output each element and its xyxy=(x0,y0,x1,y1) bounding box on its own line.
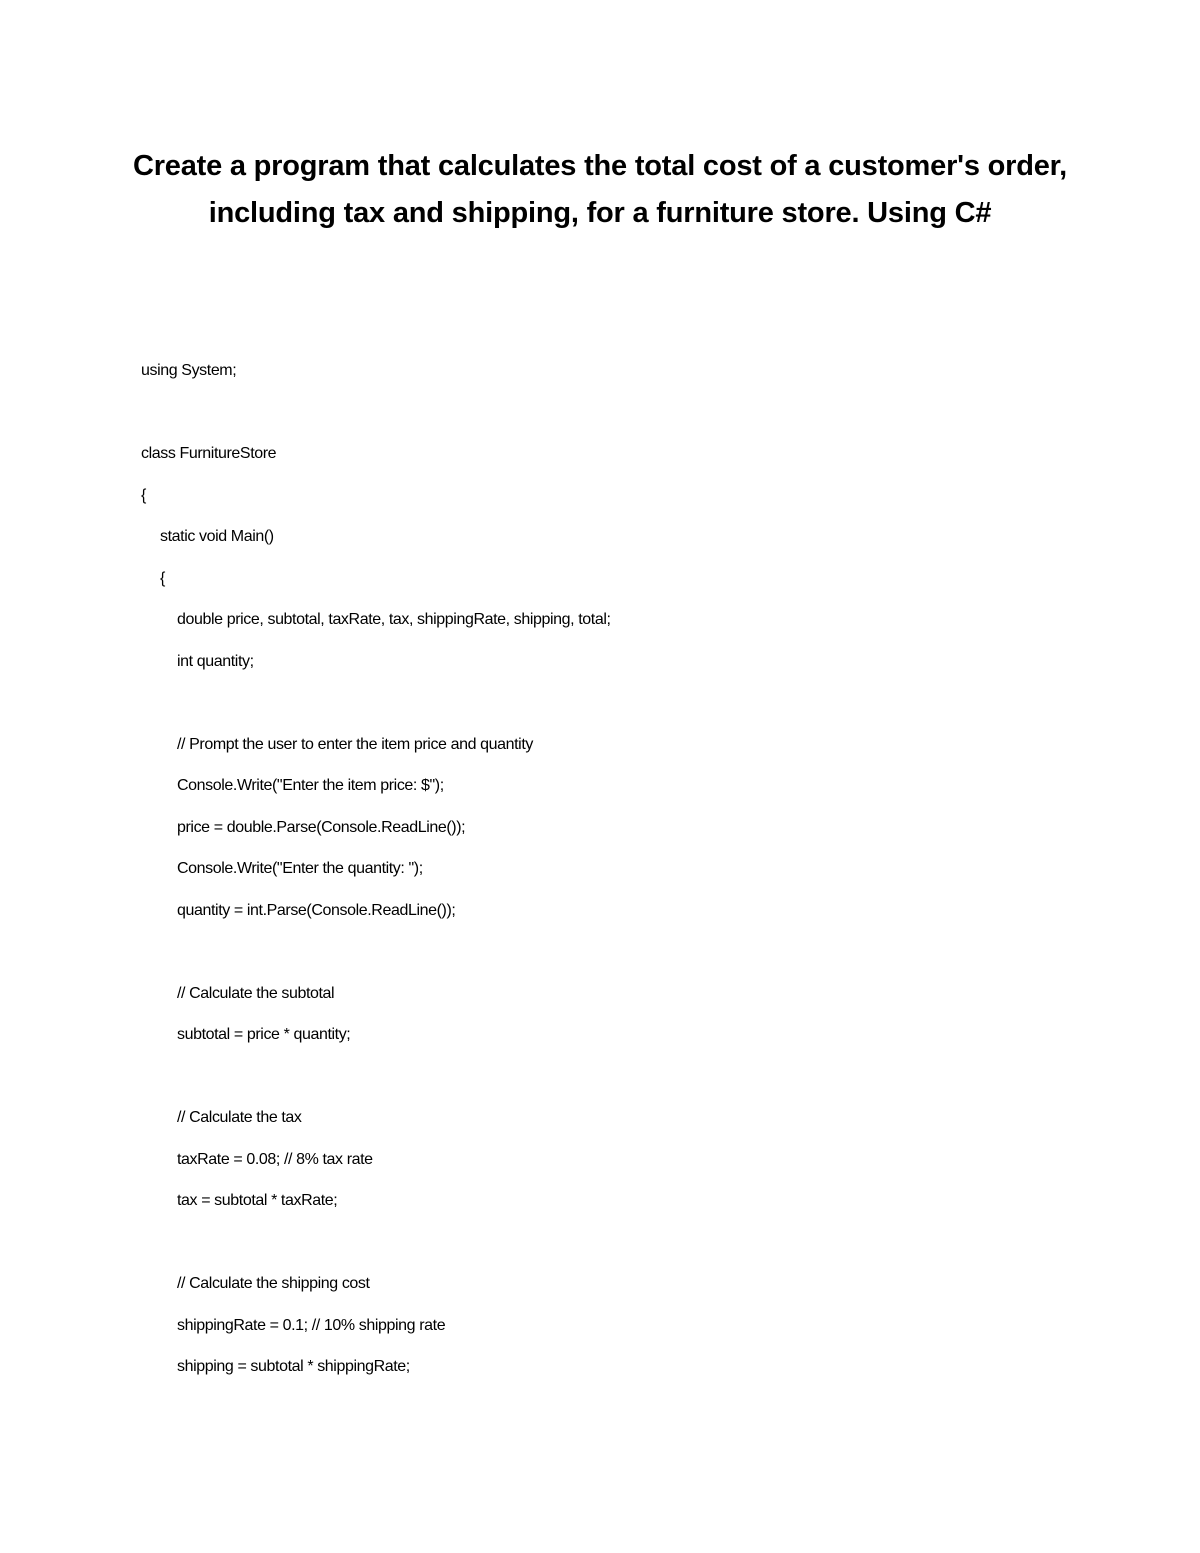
code-line: // Calculate the tax xyxy=(177,1109,302,1126)
code-line xyxy=(141,1230,1141,1272)
code-line: int quantity; xyxy=(177,652,254,670)
code-line: double price, subtotal, taxRate, tax, shippingRate, shipping, total; xyxy=(177,611,611,628)
document-title: Create a program that calculates the total cost of a customer's order, including tax and shipping, for a furniture store. Using C# xyxy=(132,150,1068,229)
code-line: // Calculate the subtotal xyxy=(177,984,335,1002)
code-line: { xyxy=(141,486,146,504)
code-line: static void Main() xyxy=(160,528,274,545)
code-line: taxRate = 0.08; // 8% tax rate xyxy=(177,1150,373,1168)
code-line: subtotal = price * quantity; xyxy=(177,1026,351,1043)
code-line: // Calculate the shipping cost xyxy=(177,1275,370,1292)
code-line: tax = subtotal * taxRate; xyxy=(177,1192,338,1209)
code-line: price = double.Parse(Console.ReadLine()); xyxy=(177,818,466,836)
code-line: shipping = subtotal * shippingRate; xyxy=(177,1358,410,1375)
code-line xyxy=(141,690,1141,732)
code-line xyxy=(141,939,1141,981)
code-line: Console.Write("Enter the item price: $"); xyxy=(177,777,444,794)
code-line: { xyxy=(160,569,165,587)
code-line: class FurnitureStore xyxy=(141,445,277,462)
code-line: quantity = int.Parse(Console.ReadLine()); xyxy=(177,901,456,919)
code-line: Console.Write("Enter the quantity: "); xyxy=(177,860,423,877)
code-line: shippingRate = 0.1; // 10% shipping rate xyxy=(177,1316,446,1334)
code-line: // Prompt the user to enter the item price and quantity xyxy=(177,735,533,753)
code-line: using System; xyxy=(141,362,237,379)
code-block xyxy=(141,358,1141,1396)
code-line xyxy=(141,400,1141,442)
code-line xyxy=(141,1064,1141,1106)
